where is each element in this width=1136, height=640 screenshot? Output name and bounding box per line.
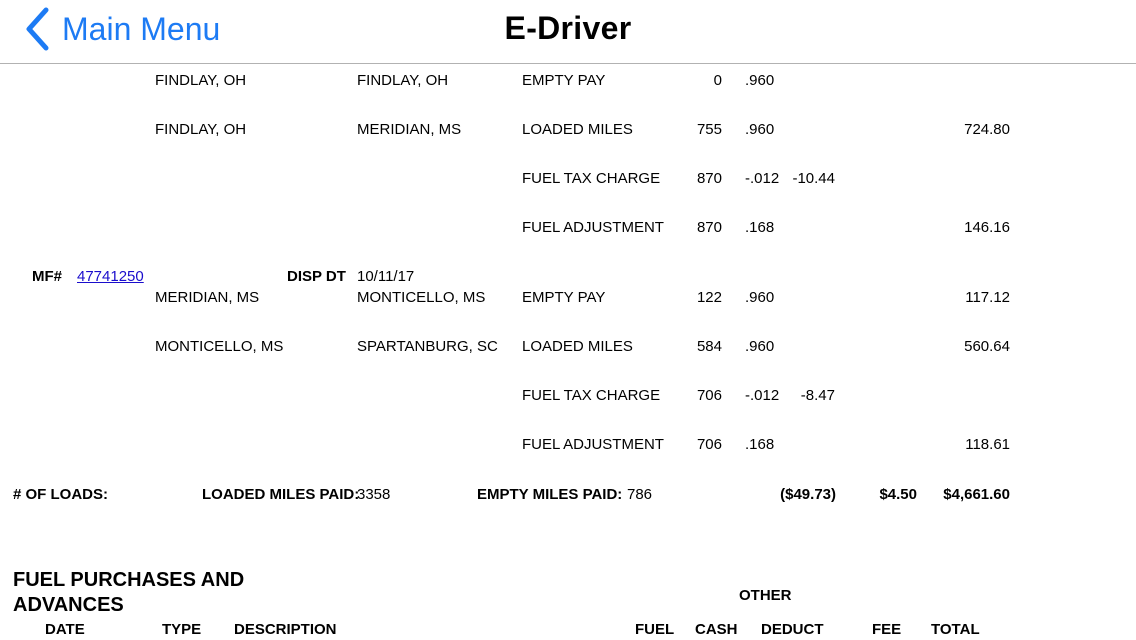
page-title: E-Driver (504, 10, 632, 46)
navigation-bar (0, 0, 1136, 64)
back-button-label: Main Menu (62, 11, 221, 47)
row-rate: -.012 (745, 387, 780, 404)
row-rate: .960 (745, 338, 775, 355)
total-fee: $4.50 (879, 486, 917, 503)
row-origin: FINDLAY, OH (155, 72, 247, 89)
row-description: LOADED MILES (522, 121, 633, 138)
row-miles: 0 (713, 72, 722, 89)
row-description: EMPTY PAY (522, 72, 606, 89)
row-destination: FINDLAY, OH (357, 72, 449, 89)
row-description: FUEL ADJUSTMENT (522, 219, 664, 236)
row-origin: MONTICELLO, MS (155, 338, 284, 355)
row-amount: 724.80 (964, 121, 1010, 138)
row-miles: 870 (696, 170, 722, 187)
row-charge: -10.44 (792, 170, 835, 187)
loaded-miles-paid-label: LOADED MILES PAID: (202, 486, 360, 503)
col-header-fee: FEE (872, 621, 902, 638)
col-header-date: DATE (45, 621, 85, 638)
loads-count-label: # OF LOADS: (13, 486, 109, 503)
col-header-type: TYPE (162, 621, 202, 638)
row-destination: MERIDIAN, MS (357, 121, 462, 138)
other-column-group-label: OTHER (739, 587, 792, 604)
row-rate: .960 (745, 72, 775, 89)
grand-total: $4,661.60 (943, 486, 1010, 503)
row-amount: 560.64 (964, 338, 1010, 355)
dispatch-date-label: DISP DT (287, 268, 346, 285)
empty-miles-paid-label: EMPTY MILES PAID: (477, 486, 623, 503)
row-rate: .960 (745, 289, 775, 306)
col-header-total: TOTAL (931, 621, 980, 638)
total-charges: ($49.73) (780, 486, 836, 503)
row-description: FUEL TAX CHARGE (522, 387, 661, 404)
col-header-cash: CASH (695, 621, 738, 638)
loaded-miles-paid-value: 3358 (357, 486, 391, 503)
row-rate: .960 (745, 121, 775, 138)
row-destination: SPARTANBURG, SC (357, 338, 498, 355)
dispatch-date: 10/11/17 (357, 268, 415, 285)
row-rate: .168 (745, 436, 775, 453)
row-description: FUEL TAX CHARGE (522, 170, 661, 187)
row-amount: 146.16 (964, 219, 1010, 236)
row-description: FUEL ADJUSTMENT (522, 436, 664, 453)
row-miles: 755 (696, 121, 722, 138)
empty-miles-paid-value: 786 (627, 486, 653, 503)
row-origin: FINDLAY, OH (155, 121, 247, 138)
row-description: EMPTY PAY (522, 289, 606, 306)
row-amount: 117.12 (965, 289, 1010, 306)
fuel-section-title-line2: ADVANCES (13, 594, 124, 616)
row-amount: 118.61 (965, 436, 1010, 453)
row-destination: MONTICELLO, MS (357, 289, 486, 306)
manifest-label: MF# (32, 268, 62, 285)
row-miles: 870 (696, 219, 722, 236)
row-rate: -.012 (745, 170, 780, 187)
row-origin: MERIDIAN, MS (155, 289, 260, 306)
row-rate: .168 (745, 219, 775, 236)
row-miles: 122 (696, 289, 722, 306)
col-header-description: DESCRIPTION (234, 621, 337, 638)
row-miles: 706 (696, 436, 722, 453)
col-header-fuel: FUEL (635, 621, 675, 638)
fuel-section-title: FUEL PURCHASES AND (13, 569, 245, 591)
row-miles: 584 (696, 338, 722, 355)
col-header-deduct: DEDUCT (761, 621, 824, 638)
row-miles: 706 (696, 387, 722, 404)
row-charge: -8.47 (800, 387, 835, 404)
manifest-number-link[interactable]: 47741250 (77, 268, 144, 285)
row-description: LOADED MILES (522, 338, 633, 355)
